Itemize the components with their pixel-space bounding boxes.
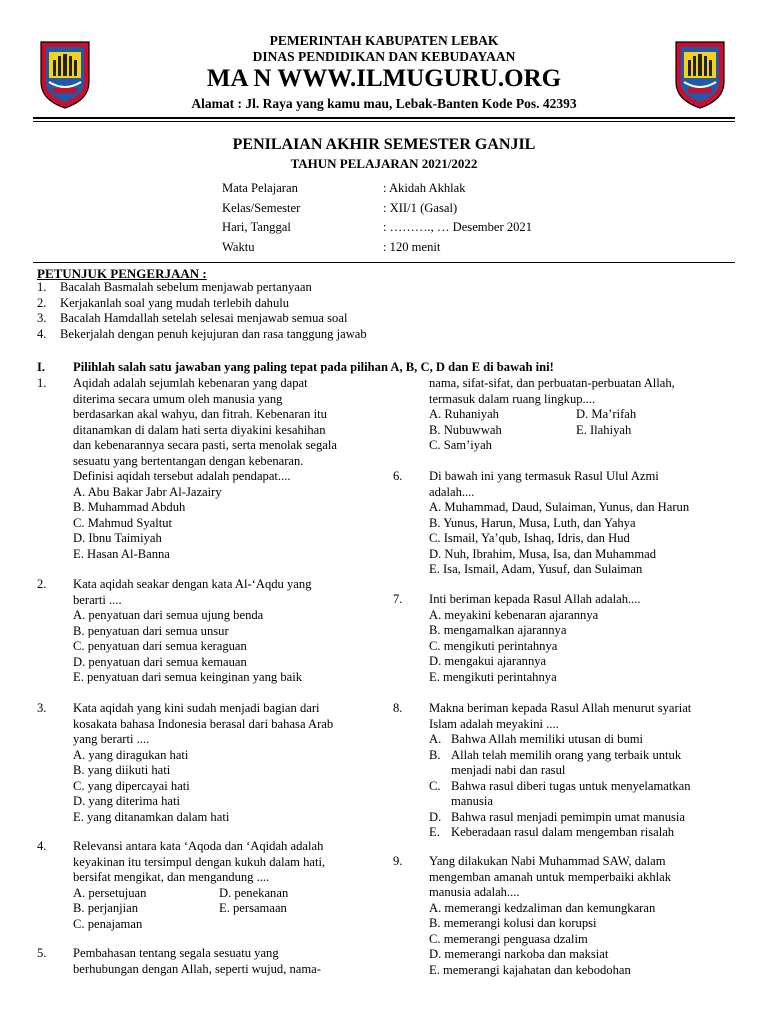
- option[interactable]: A. penyatuan dari semua ujung benda: [73, 608, 264, 622]
- info-value: : XII/1 (Gasal): [383, 200, 458, 215]
- option[interactable]: E. Keberadaan rasul dalam mengemban risalah: [429, 825, 675, 839]
- info-divider: [33, 262, 735, 263]
- option[interactable]: C. penyatuan dari semua keraguan: [73, 639, 247, 653]
- option[interactable]: D. Ma’rifah: [576, 407, 637, 421]
- instructions-title: PETUNJUK PENGERJAAN :: [37, 266, 207, 281]
- option[interactable]: A. Ruhaniyah: [429, 407, 499, 421]
- option[interactable]: A. meyakini kebenaran ajarannya: [429, 607, 599, 622]
- option[interactable]: E. penyatuan dari semua keinginan yang baik: [73, 670, 303, 684]
- info-row: [222, 181, 622, 201]
- option[interactable]: A. yang diragukan hati: [73, 747, 189, 762]
- option[interactable]: D. Nuh, Ibrahim, Musa, Isa, dan Muhammad: [429, 546, 656, 561]
- option[interactable]: B. Allah telah memilih orang yang terbaik untuk: [429, 747, 682, 762]
- info-row: [222, 240, 622, 260]
- option[interactable]: D. mengakui ajarannya: [429, 654, 547, 668]
- option[interactable]: B. yang diikuti hati: [73, 763, 171, 777]
- option[interactable]: B. Yunus, Harun, Musa, Luth, dan Yahya: [429, 515, 636, 530]
- info-value: : ………., … Desember 2021: [383, 220, 533, 234]
- info-row: [222, 201, 622, 221]
- option[interactable]: C. memerangi penguasa dzalim: [429, 931, 588, 946]
- option[interactable]: A. Muhammad, Daud, Sulaiman, Yunus, dan Harun: [429, 500, 690, 514]
- option[interactable]: D. memerangi narkoba dan maksiat: [429, 947, 609, 961]
- option[interactable]: E. Isa, Ismail, Adam, Yusuf, dan Sulaiman: [429, 562, 643, 576]
- list-item: 2. Kerjakanlah soal yang mudah terlebih dahulu: [37, 295, 290, 310]
- header-department: DINAS PENDIDIKAN DAN KEBUDAYAAN: [252, 49, 516, 64]
- option[interactable]: E. Hasan Al-Banna: [73, 546, 170, 561]
- list-item: 3. Bacalah Hamdallah setelah selesai menjawab semua soal: [37, 311, 348, 326]
- info-label: Waktu: [222, 239, 255, 254]
- option[interactable]: D. yang diterima hati: [73, 794, 181, 808]
- header-divider-thin: [33, 121, 735, 122]
- option[interactable]: A. Abu Bakar Jabr Al-Jazairy: [73, 484, 222, 499]
- option[interactable]: B. memerangi kolusi dan korupsi: [429, 916, 597, 930]
- option[interactable]: C. penajaman: [73, 916, 143, 931]
- header-government: PEMERINTAH KABUPATEN LEBAK: [269, 33, 499, 48]
- option[interactable]: B. perjanjian: [73, 901, 139, 915]
- info-label: Mata Pelajaran: [222, 181, 298, 195]
- info-value: : 120 menit: [383, 239, 441, 254]
- info-label: Kelas/Semester: [222, 200, 301, 215]
- option[interactable]: C. mengikuti perintahnya: [429, 638, 558, 653]
- option[interactable]: A. persetujuan: [73, 885, 147, 900]
- option[interactable]: C. Ismail, Ya’qub, Ishaq, Idris, dan Hud: [429, 531, 630, 545]
- list-item: 1. Bacalah Basmalah sebelum menjawab pertanyaan: [37, 280, 312, 294]
- instructions-list: [37, 280, 737, 342]
- exam-info: [222, 181, 622, 259]
- option[interactable]: B. mengamalkan ajarannya: [429, 623, 567, 637]
- info-value: : Akidah Akhlak: [383, 181, 466, 195]
- option[interactable]: D. penekanan: [219, 885, 289, 900]
- option[interactable]: E. Ilahiyah: [576, 422, 632, 437]
- header-divider: [33, 117, 735, 119]
- option[interactable]: A. Bahwa Allah memiliki utusan di bumi: [429, 732, 644, 746]
- option[interactable]: B. Muhammad Abduh: [73, 500, 186, 514]
- option[interactable]: C. yang dipercayai hati: [73, 778, 190, 793]
- option[interactable]: E. yang ditanamkan dalam hati: [73, 809, 230, 824]
- info-row: [222, 220, 622, 240]
- option[interactable]: B. Nubuwwah: [429, 422, 502, 437]
- option[interactable]: E. memerangi kajahatan dan kebodohan: [429, 962, 631, 977]
- option[interactable]: D. Ibnu Taimiyah: [73, 531, 162, 545]
- option[interactable]: B. penyatuan dari semua unsur: [73, 623, 229, 638]
- option[interactable]: D. penyatuan dari semua kemauan: [73, 654, 247, 669]
- option[interactable]: E. persamaan: [219, 901, 287, 915]
- option[interactable]: C. Mahmud Syaltut: [73, 515, 173, 530]
- option[interactable]: C. Bahwa rasul diberi tugas untuk menyelamatkan: [429, 778, 691, 793]
- info-label: Hari, Tanggal: [222, 220, 291, 234]
- exam-year: TAHUN PELAJARAN 2021/2022: [290, 156, 478, 171]
- option[interactable]: D. Bahwa rasul menjadi pemimpin umat manusia: [429, 809, 685, 824]
- header-school-name: MA N WWW.ILMUGURU.ORG: [206, 65, 562, 92]
- option[interactable]: E. mengikuti perintahnya: [429, 669, 557, 684]
- list-item: 4. Bekerjalah dengan penuh kejujuran dan rasa tanggung jawab: [37, 326, 367, 341]
- header-address: Alamat : Jl. Raya yang kamu mau, Lebak-Banten Kode Pos. 42393: [191, 96, 577, 111]
- exam-title: PENILAIAN AKHIR SEMESTER GANJIL: [232, 136, 536, 153]
- option[interactable]: C. Sam’iyah: [429, 438, 492, 452]
- option[interactable]: A. memerangi kedzaliman dan kemungkaran: [429, 900, 656, 915]
